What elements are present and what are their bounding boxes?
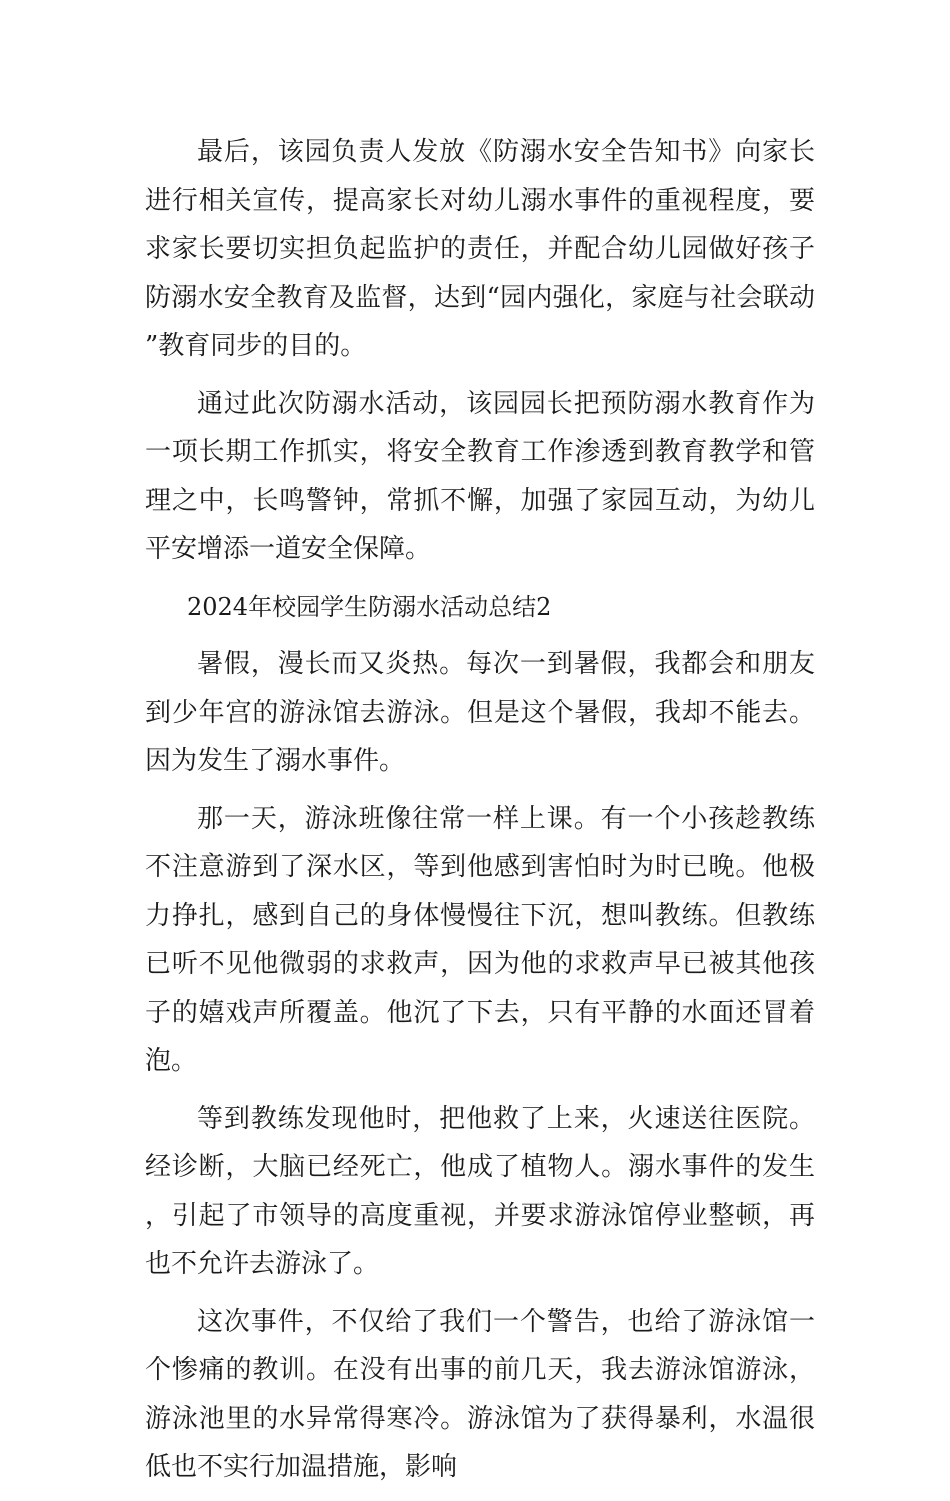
paragraph-summer-intro: 暑假，漫长而又炎热。每次一到暑假，我都会和朋友到少年宫的游泳馆去游泳。但是这个暑假，我却不能去。因为发生了溺水事件。 xyxy=(145,649,815,776)
paragraph-drowning-incident: 那一天，游泳班像往常一样上课。有一个小孩趁教练不注意游到了深水区，等到他感到害怕时为时已晚。他极力挣扎，感到自己的身体慢慢往下沉，想叫教练。但教练已听不见他微弱的求救声，因为他的求救声早已被其他孩子的嬉戏声所覆盖。他沉了下去，只有平静的水面还冒着泡。 xyxy=(145,803,815,1076)
document-body xyxy=(145,128,815,1501)
paragraph-lesson: 这次事件，不仅给了我们一个警告，也给了游泳馆一个惨痛的教训。在没有出事的前几天，我去游泳馆游泳，游泳池里的水异常得寒冷。游泳馆为了获得暴利，水温很低也不实行加温措施，影响 xyxy=(145,1306,815,1482)
paragraph-activity-outcome: 通过此次防溺水活动，该园园长把预防溺水教育作为一项长期工作抓实，将安全教育工作渗透到教育教学和管理之中，长鸣警钟，常抓不懈，加强了家园互动，为幼儿平安增添一道安全保障。 xyxy=(145,388,815,564)
paragraph-notice-distribution: 最后，该园负责人发放《防溺水安全告知书》向家长进行相关宣传，提高家长对幼儿溺水事件的重视程度，要求家长要切实担负起监护的责任，并配合幼儿园做好孩子防溺水安全教育及监督，达到“园内强化，家庭与社会联动”教育同步的目的。 xyxy=(145,137,815,361)
paragraph-rescue-aftermath: 等到教练发现他时，把他救了上来，火速送往医院。经诊断，大脑已经死亡，他成了植物人。溺水事件的发生，引起了市领导的高度重视，并要求游泳馆停业整顿，再也不允许去游泳了。 xyxy=(145,1103,815,1279)
section-title: 2024年校园学生防溺水活动总结2 xyxy=(187,592,552,621)
